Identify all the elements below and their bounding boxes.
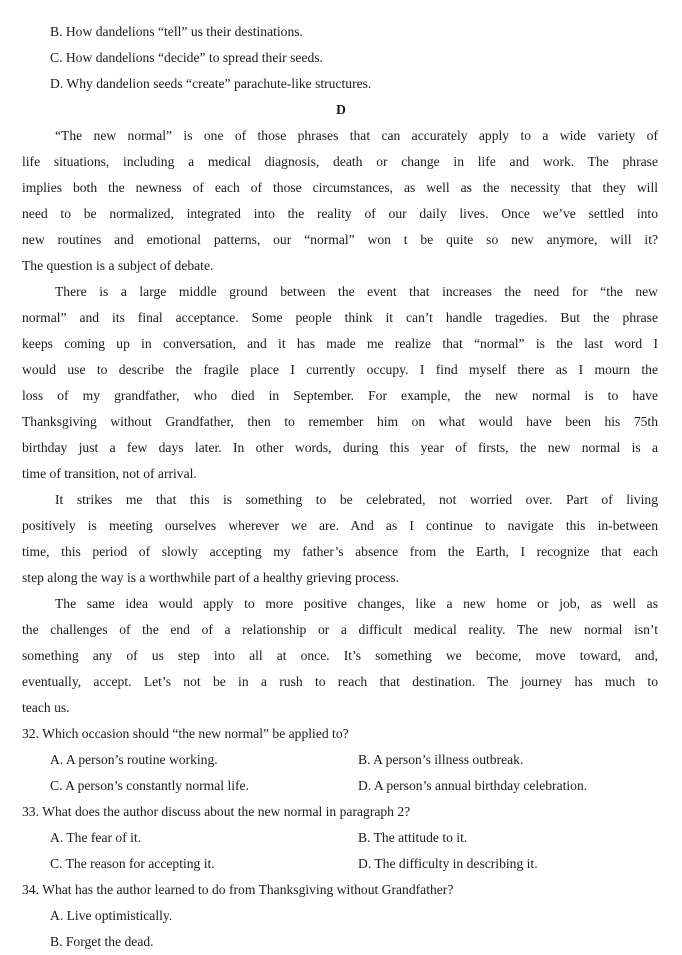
passage-line: teach us. bbox=[22, 700, 70, 715]
question-32-option-c: C. A person’s constantly normal life. bbox=[50, 778, 249, 793]
question-34-option-b: B. Forget the dead. bbox=[50, 934, 154, 949]
question-32-option-a: A. A person’s routine working. bbox=[50, 752, 218, 767]
passage-line: something any of us step into all at once. It’s something we become, move toward, and, bbox=[22, 648, 658, 663]
question-33-option-d: D. The difficulty in describing it. bbox=[358, 856, 538, 871]
passage-line: birthday just a few days later. In other words, during this year of firsts, the new normal is a bbox=[22, 440, 658, 455]
question-34-option-a: A. Live optimistically. bbox=[50, 908, 173, 923]
section-heading: D bbox=[336, 102, 346, 117]
passage-line: keeps coming up in conversation, and it has made me realize that “normal” is the last word I bbox=[22, 336, 658, 351]
prev-option-b: B. How dandelions “tell” us their destinations. bbox=[50, 24, 303, 39]
question-33-stem: 33. What does the author discuss about the new normal in paragraph 2? bbox=[22, 804, 411, 819]
passage-line: “The new normal” is one of those phrases that can accurately apply to a wide variety of bbox=[55, 128, 658, 143]
prev-option-d: D. Why dandelion seeds “create” parachute-like structures. bbox=[50, 76, 372, 91]
passage-line: loss of my grandfather, who died in September. For example, the new normal is to have bbox=[22, 388, 658, 403]
question-33-option-c: C. The reason for accepting it. bbox=[50, 856, 215, 871]
passage-line: the challenges of the end of a relationship or a difficult medical reality. The new normal isn’t bbox=[22, 622, 658, 637]
question-32-stem: 32. Which occasion should “the new normal” be applied to? bbox=[22, 726, 349, 741]
question-33-option-a: A. The fear of it. bbox=[50, 830, 142, 845]
passage-line: time of transition, not of arrival. bbox=[22, 466, 197, 481]
prev-option-c: C. How dandelions “decide” to spread their seeds. bbox=[50, 50, 323, 65]
passage-line: There is a large middle ground between the event that increases the need for “the new bbox=[55, 284, 658, 299]
question-34-stem: 34. What has the author learned to do from Thanksgiving without Grandfather? bbox=[22, 882, 454, 897]
passage-line: The question is a subject of debate. bbox=[22, 258, 214, 273]
question-32-option-b: B. A person’s illness outbreak. bbox=[358, 752, 524, 767]
question-33-option-b: B. The attitude to it. bbox=[358, 830, 468, 845]
passage-line: It strikes me that this is something to be celebrated, not worried over. Part of living bbox=[55, 492, 658, 507]
passage-line: implies both the newness of each of those circumstances, as well as the necessity that they will bbox=[22, 180, 658, 195]
passage-line: eventually, accept. Let’s not be in a rush to reach that destination. The journey has much to bbox=[22, 674, 658, 689]
passage-line: new routines and emotional patterns, our “normal” won t be quite so new anymore, will it? bbox=[22, 232, 658, 247]
passage-line: step along the way is a worthwhile part of a healthy grieving process. bbox=[22, 570, 400, 585]
passage-line: The same idea would apply to more positive changes, like a new home or job, as well as bbox=[55, 596, 658, 611]
passage-line: time, this period of slowly accepting my father’s absence from the Earth, I recognize that each bbox=[22, 544, 658, 559]
passage-line: positively is meeting ourselves wherever we are. And as I continue to navigate this in-between bbox=[22, 518, 658, 533]
passage-line: would use to describe the fragile place I currently occupy. I find myself there as I mourn the bbox=[22, 362, 658, 377]
passage-line: life situations, including a medical diagnosis, death or change in life and work. The phrase bbox=[22, 154, 658, 169]
passage-line: need to be normalized, integrated into the reality of our daily lives. Once we’ve settled into bbox=[22, 206, 658, 221]
question-32-option-d: D. A person’s annual birthday celebration. bbox=[358, 778, 588, 793]
passage-line: Thanksgiving without Grandfather, then to remember him on what would have been his 75th bbox=[22, 414, 658, 429]
passage-line: normal” and its final acceptance. Some people think it can’t handle tragedies. But the phrase bbox=[22, 310, 658, 325]
